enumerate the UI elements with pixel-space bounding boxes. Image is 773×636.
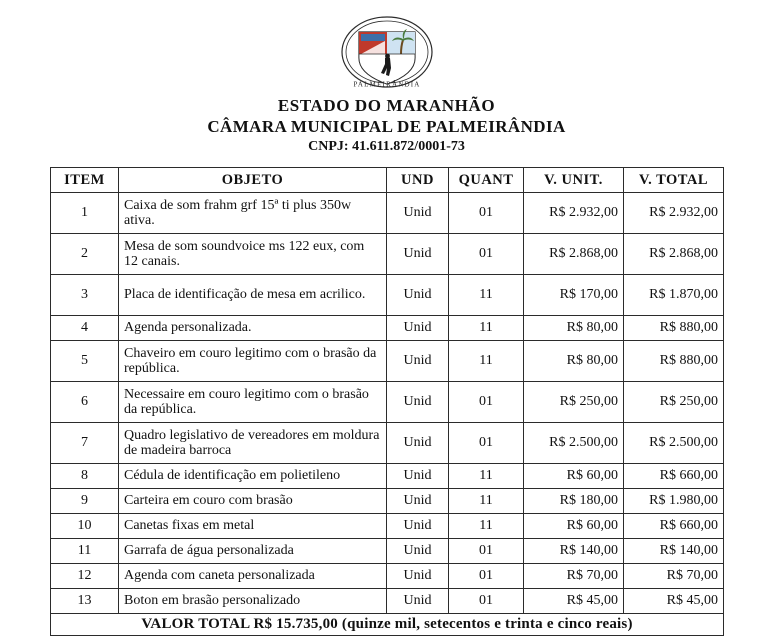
header-state-line: ESTADO DO MARANHÃO — [277, 96, 496, 115]
cell-objeto: Placa de identificação de mesa em acrilico. — [119, 275, 387, 316]
total-row — [51, 614, 724, 636]
cell-quant: 11 — [449, 464, 524, 489]
cell-quant: 01 — [449, 589, 524, 614]
cell-valor-unitario: R$ 250,00 — [524, 382, 624, 423]
header-entity-line: CÂMARA MUNICIPAL DE PALMEIRÂNDIA — [207, 117, 566, 136]
cell-valor-unitario: R$ 80,00 — [524, 316, 624, 341]
cell-item: 4 — [51, 316, 119, 341]
col-header-und: UND — [387, 168, 449, 193]
cell-und: Unid — [387, 234, 449, 275]
cell-quant: 01 — [449, 423, 524, 464]
cell-item: 10 — [51, 514, 119, 539]
cell-valor-total: R$ 2.500,00 — [624, 423, 724, 464]
cell-valor-unitario: R$ 45,00 — [524, 589, 624, 614]
cell-quant: 01 — [449, 382, 524, 423]
svg-text:PALMEIRÂNDIA: PALMEIRÂNDIA — [352, 80, 421, 89]
cell-valor-unitario: R$ 170,00 — [524, 275, 624, 316]
table-row — [51, 193, 724, 234]
cell-valor-unitario: R$ 60,00 — [524, 514, 624, 539]
cell-item: 11 — [51, 539, 119, 564]
cell-valor-total: R$ 880,00 — [624, 316, 724, 341]
cell-und: Unid — [387, 489, 449, 514]
table-header — [51, 168, 724, 193]
cell-und: Unid — [387, 275, 449, 316]
cell-quant: 11 — [449, 275, 524, 316]
cell-item: 12 — [51, 564, 119, 589]
cell-valor-total: R$ 1.870,00 — [624, 275, 724, 316]
cell-und: Unid — [387, 464, 449, 489]
table-header-row — [51, 168, 724, 193]
table-row — [51, 423, 724, 464]
cell-quant: 01 — [449, 539, 524, 564]
cell-objeto: Garrafa de água personalizada — [119, 539, 387, 564]
cell-valor-total: R$ 2.868,00 — [624, 234, 724, 275]
cell-objeto: Agenda personalizada. — [119, 316, 387, 341]
col-header-vunit: V. UNIT. — [524, 168, 624, 193]
table-footer — [51, 614, 724, 636]
total-value-text: VALOR TOTAL R$ 15.735,00 (quinze mil, setecentos e trinta e cinco reais) — [51, 614, 724, 636]
cell-valor-total: R$ 140,00 — [624, 539, 724, 564]
cell-item: 8 — [51, 464, 119, 489]
cell-quant: 11 — [449, 489, 524, 514]
col-header-item: ITEM — [51, 168, 119, 193]
table-row — [51, 234, 724, 275]
table-row — [51, 514, 724, 539]
cell-valor-unitario: R$ 70,00 — [524, 564, 624, 589]
table-row — [51, 564, 724, 589]
table-row — [51, 589, 724, 614]
cell-valor-unitario: R$ 60,00 — [524, 464, 624, 489]
cell-quant: 11 — [449, 316, 524, 341]
cell-objeto: Necessaire em couro legitimo com o brasão da república. — [119, 382, 387, 423]
cell-valor-unitario: R$ 2.500,00 — [524, 423, 624, 464]
table-row — [51, 341, 724, 382]
cell-und: Unid — [387, 341, 449, 382]
table-row — [51, 464, 724, 489]
cell-valor-total: R$ 45,00 — [624, 589, 724, 614]
cell-objeto: Quadro legislativo de vereadores em moldura de madeira barroca — [119, 423, 387, 464]
table-row — [51, 382, 724, 423]
cell-quant: 01 — [449, 234, 524, 275]
cell-quant: 11 — [449, 341, 524, 382]
cell-und: Unid — [387, 193, 449, 234]
cell-objeto: Chaveiro em couro legitimo com o brasão da república. — [119, 341, 387, 382]
table-row — [51, 275, 724, 316]
cell-valor-unitario: R$ 180,00 — [524, 489, 624, 514]
table-row — [51, 316, 724, 341]
brasao-logo — [339, 14, 435, 90]
cell-valor-total: R$ 70,00 — [624, 564, 724, 589]
cell-und: Unid — [387, 382, 449, 423]
cell-item: 6 — [51, 382, 119, 423]
cell-item: 3 — [51, 275, 119, 316]
logo-container — [0, 0, 773, 90]
cell-valor-total: R$ 250,00 — [624, 382, 724, 423]
cell-item: 7 — [51, 423, 119, 464]
col-header-quant: QUANT — [449, 168, 524, 193]
cell-objeto: Mesa de som soundvoice ms 122 eux, com 12 canais. — [119, 234, 387, 275]
col-header-vtotal: V. TOTAL — [624, 168, 724, 193]
cell-objeto: Cédula de identificação em polietileno — [119, 464, 387, 489]
cell-und: Unid — [387, 514, 449, 539]
col-header-objeto: OBJETO — [119, 168, 387, 193]
cell-objeto: Canetas fixas em metal — [119, 514, 387, 539]
cell-quant: 01 — [449, 564, 524, 589]
cell-und: Unid — [387, 423, 449, 464]
cell-item: 9 — [51, 489, 119, 514]
cell-valor-total: R$ 880,00 — [624, 341, 724, 382]
cell-und: Unid — [387, 316, 449, 341]
cell-objeto: Carteira em couro com brasão — [119, 489, 387, 514]
table-row — [51, 489, 724, 514]
cell-quant: 11 — [449, 514, 524, 539]
cell-objeto: Agenda com caneta personalizada — [119, 564, 387, 589]
items-table — [50, 167, 724, 636]
cell-und: Unid — [387, 564, 449, 589]
cell-valor-total: R$ 1.980,00 — [624, 489, 724, 514]
cell-valor-total: R$ 660,00 — [624, 514, 724, 539]
cell-item: 1 — [51, 193, 119, 234]
items-table-container — [50, 167, 723, 636]
cell-und: Unid — [387, 539, 449, 564]
cell-valor-total: R$ 660,00 — [624, 464, 724, 489]
cell-item: 2 — [51, 234, 119, 275]
cell-valor-total: R$ 2.932,00 — [624, 193, 724, 234]
cell-objeto: Boton em brasão personalizado — [119, 589, 387, 614]
table-body — [51, 193, 724, 614]
cell-item: 13 — [51, 589, 119, 614]
cell-valor-unitario: R$ 2.932,00 — [524, 193, 624, 234]
document-header — [0, 96, 773, 155]
cell-und: Unid — [387, 589, 449, 614]
cell-quant: 01 — [449, 193, 524, 234]
cell-valor-unitario: R$ 140,00 — [524, 539, 624, 564]
cell-valor-unitario: R$ 2.868,00 — [524, 234, 624, 275]
table-row — [51, 539, 724, 564]
cell-valor-unitario: R$ 80,00 — [524, 341, 624, 382]
cell-item: 5 — [51, 341, 119, 382]
header-cnpj-line: CNPJ: 41.611.872/0001-73 — [308, 139, 465, 154]
cell-objeto: Caixa de som frahm grf 15ª ti plus 350w ativa. — [119, 193, 387, 234]
